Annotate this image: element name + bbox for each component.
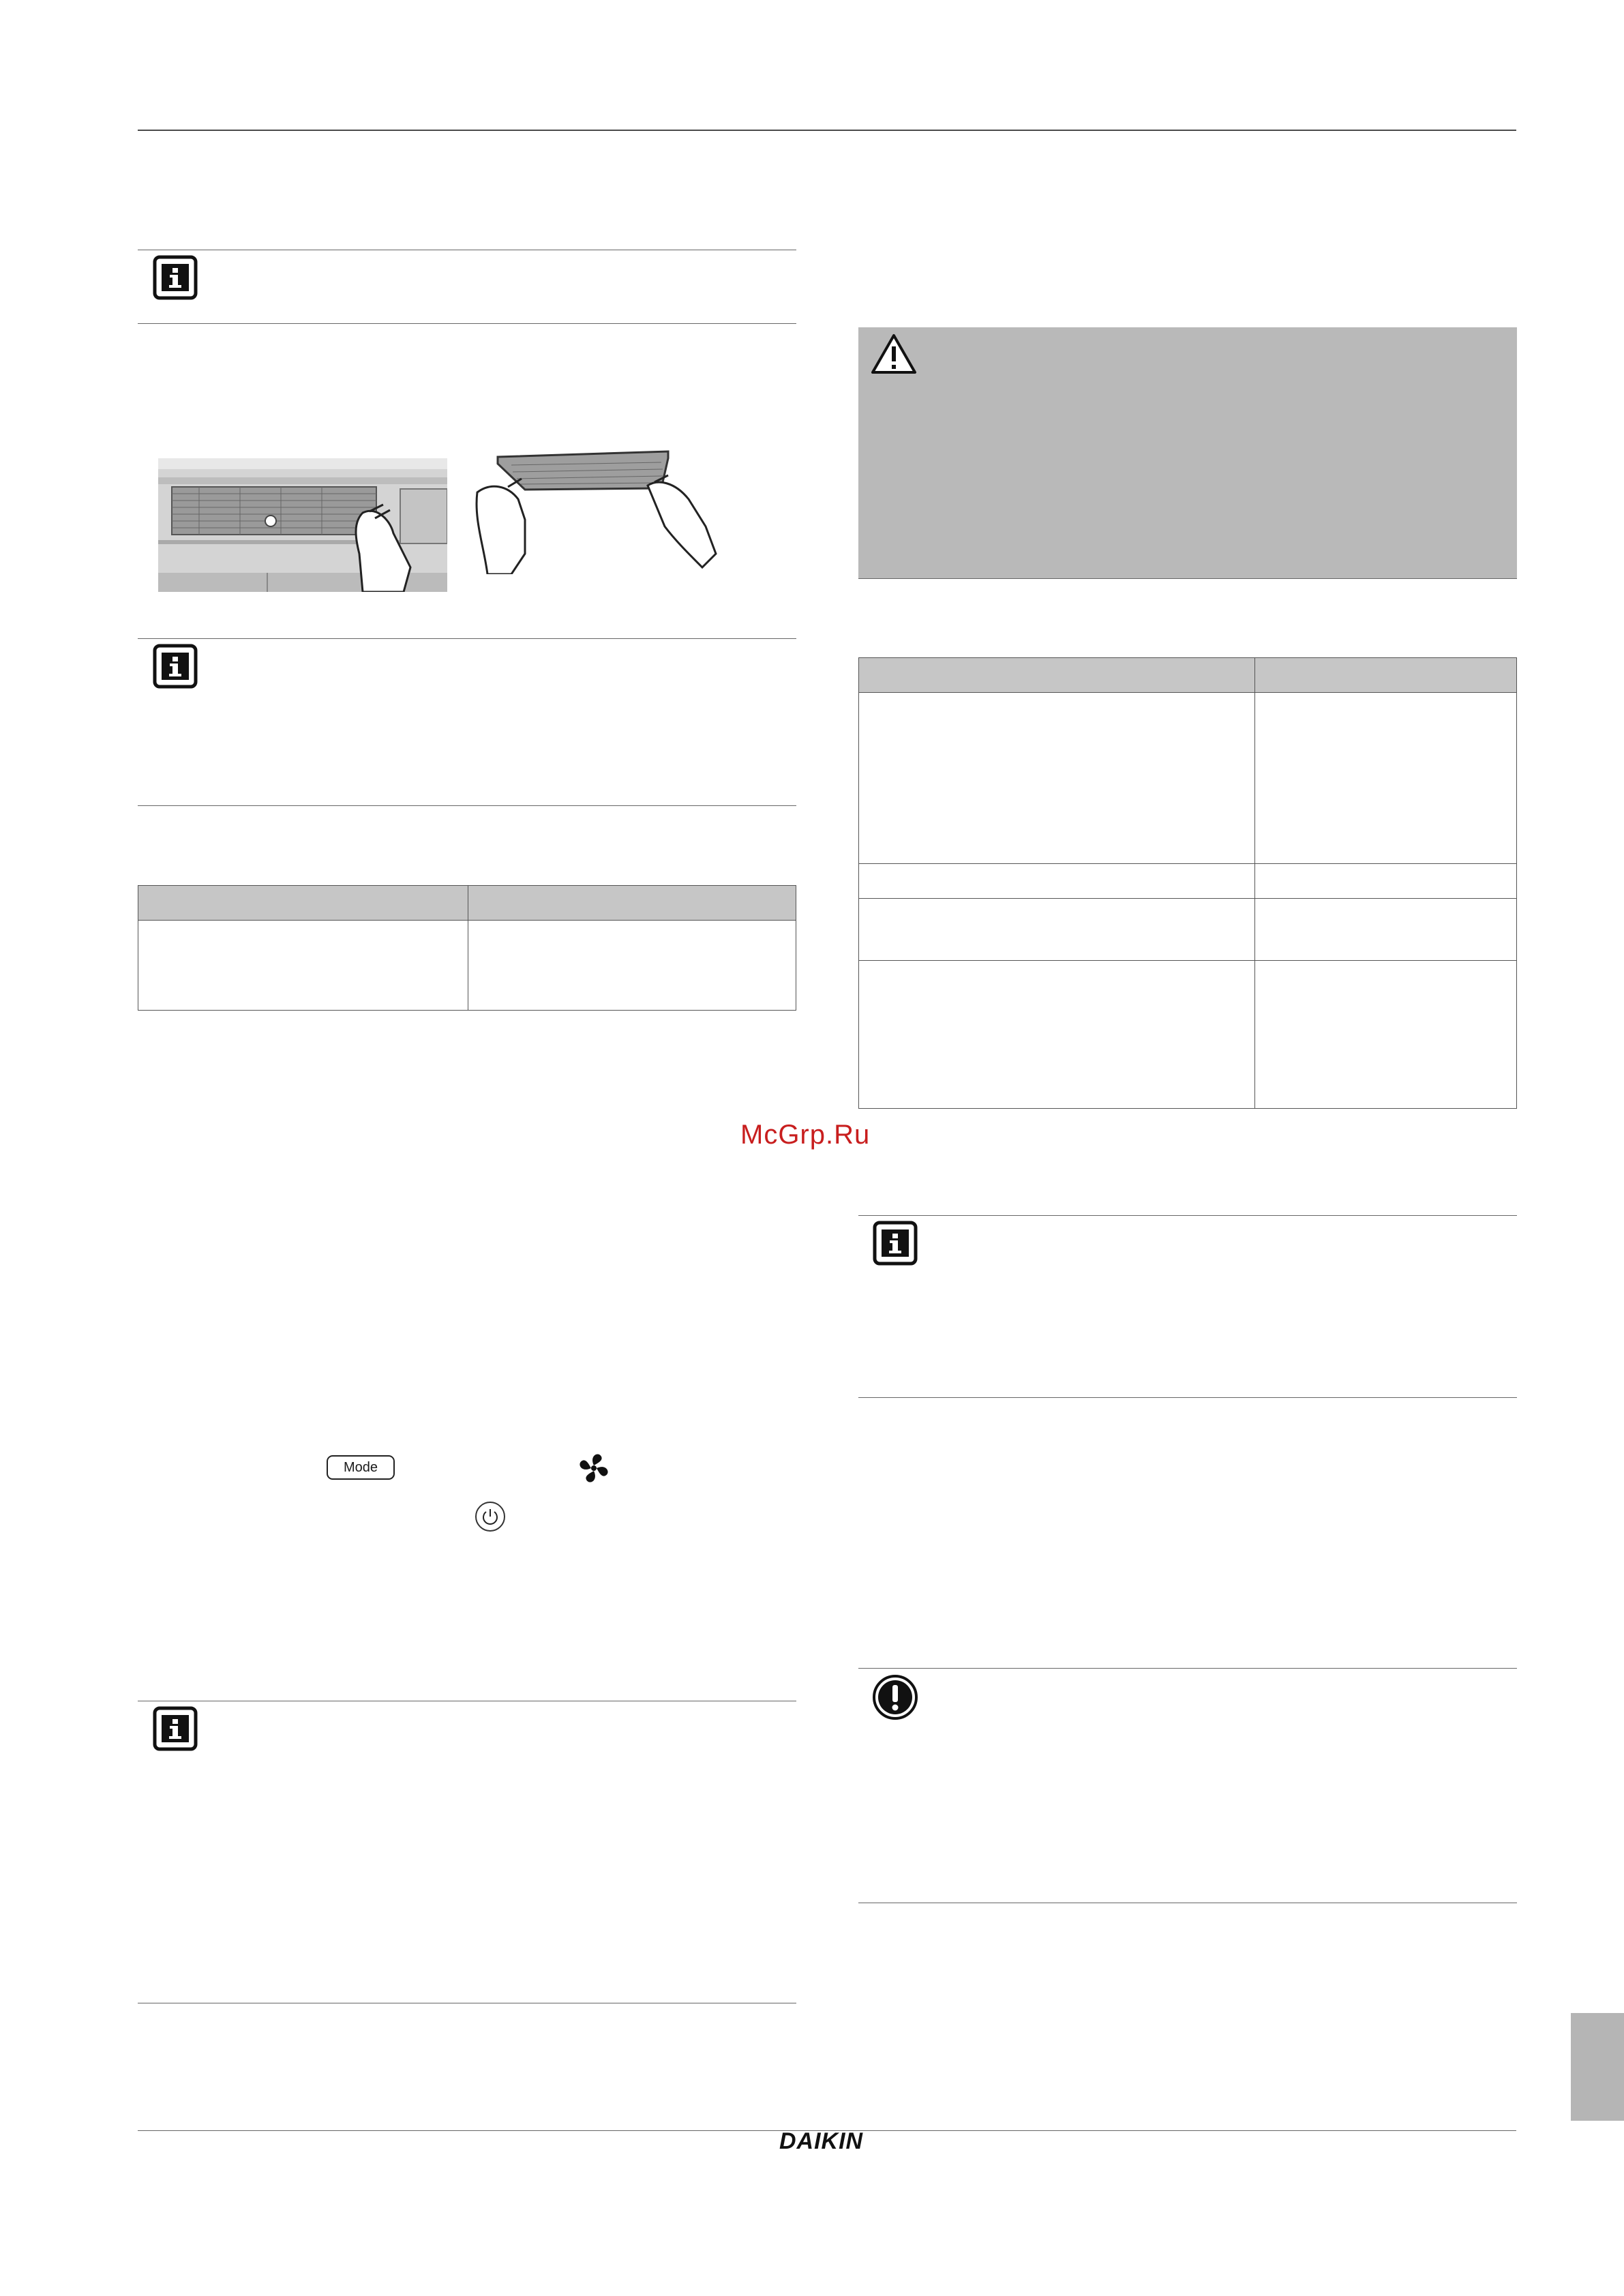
note-bottom-rule — [138, 323, 796, 324]
warning-triangle-icon — [870, 333, 918, 375]
table-header-row — [138, 885, 796, 921]
exclamation-circle-icon — [871, 1673, 919, 1721]
table-row — [138, 920, 796, 1011]
note-bottom-rule — [138, 805, 796, 806]
info-icon — [153, 644, 198, 689]
caution-box — [858, 327, 1517, 578]
side-tab — [1571, 2013, 1624, 2121]
brand-logo: DAIKIN — [779, 2128, 864, 2154]
table-header-row — [858, 657, 1517, 693]
note-top-rule — [858, 1215, 1517, 1216]
info-icon — [873, 1221, 918, 1266]
info-icon — [153, 1706, 198, 1751]
header-rule — [138, 130, 1516, 131]
watermark[interactable]: McGrp.Ru — [740, 1120, 871, 1150]
filter-hands-illustration — [470, 445, 717, 574]
table-row — [858, 960, 1517, 1109]
table-row — [858, 692, 1517, 864]
filter-removal-illustration — [158, 458, 447, 592]
table-row — [858, 863, 1517, 899]
note-top-rule — [138, 638, 796, 639]
mode-button[interactable]: Mode — [327, 1455, 395, 1480]
info-icon — [153, 255, 198, 300]
notice-top-rule — [858, 1668, 1517, 1669]
power-icon[interactable] — [475, 1501, 506, 1532]
caution-bottom-rule — [858, 578, 1517, 579]
fan-icon — [575, 1450, 612, 1487]
table-row — [858, 898, 1517, 961]
note-bottom-rule — [858, 1397, 1517, 1398]
